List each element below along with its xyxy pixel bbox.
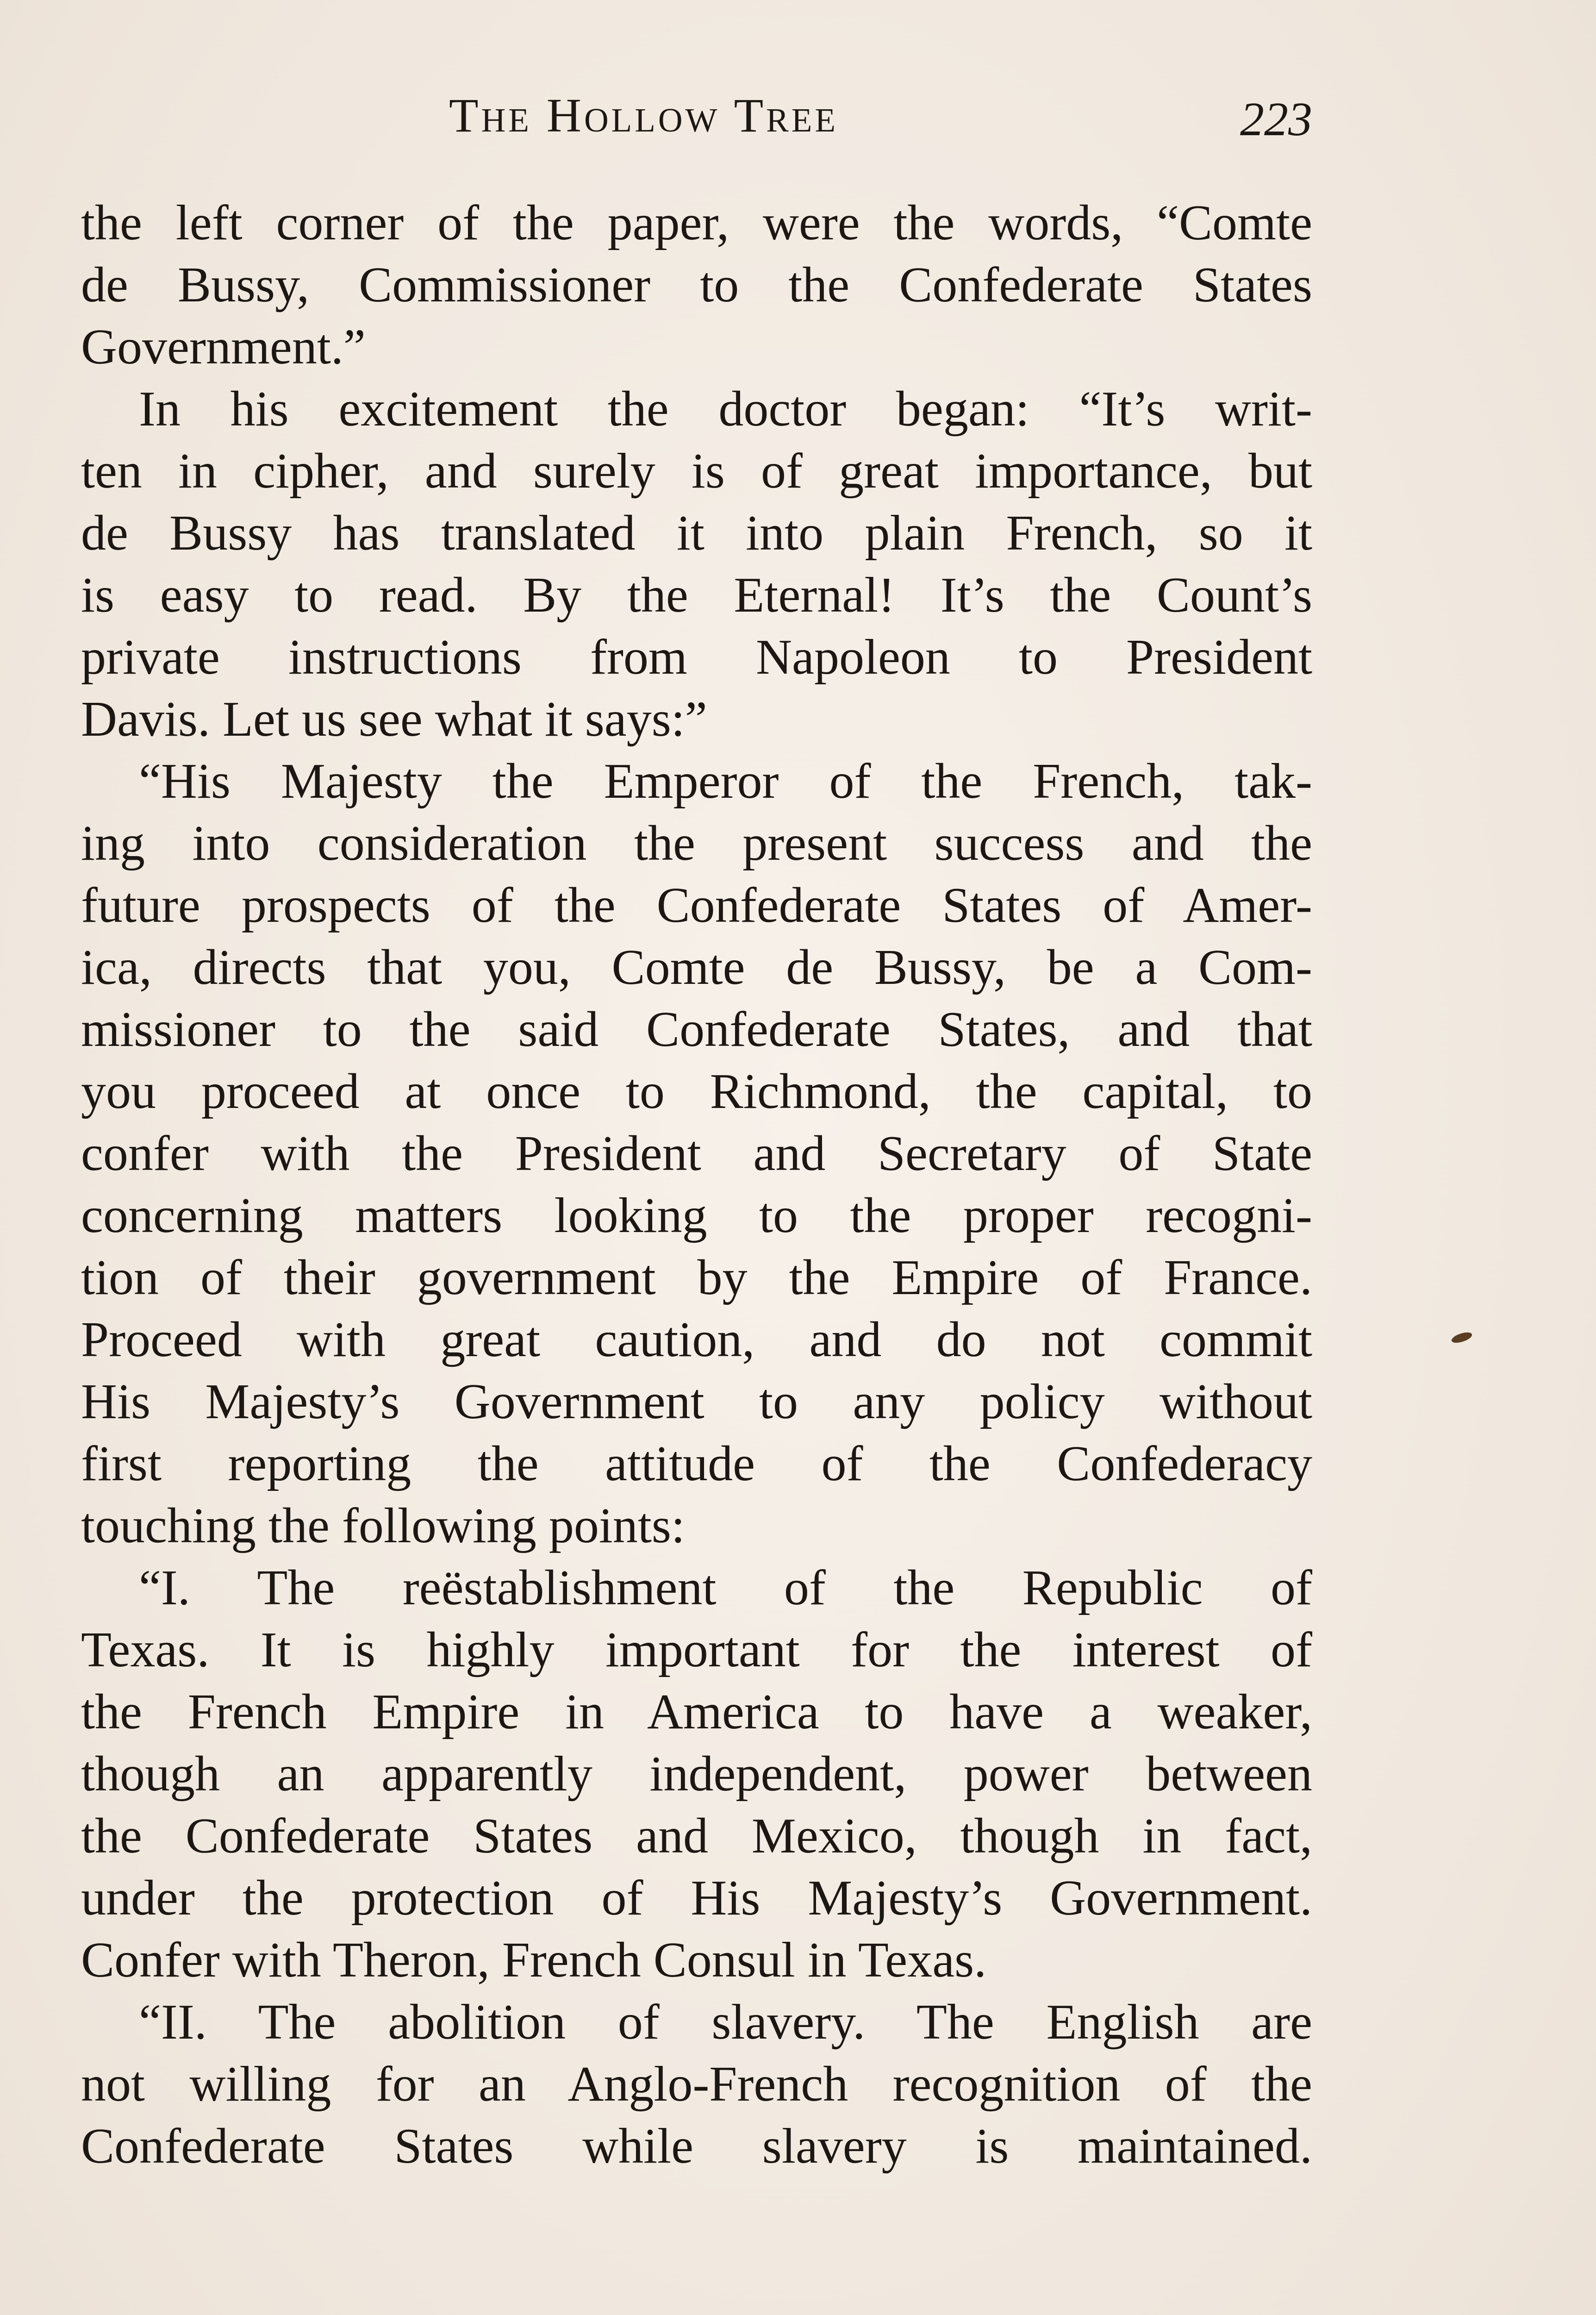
text-line: Confer with Theron, French Consul in Texas. [81,1933,987,1988]
text-line: not willing for an Anglo-French recognition of the [81,2057,1312,2112]
text-line: Confederate States while slavery is maintained. [81,2119,1312,2174]
text-line: de Bussy, Commissioner to the Confederate States [81,257,1312,313]
text-line: ica, directs that you, Comte de Bussy, be a Com- [81,940,1312,995]
text-line: the Confederate States and Mexico, though in fact, [81,1808,1312,1864]
text-line: the French Empire in America to have a weaker, [81,1684,1312,1739]
text-line: de Bussy has translated it into plain French, so it [81,506,1312,561]
text-line: though an apparently independent, power between [81,1746,1312,1802]
text-line: In his excitement the doctor began: “It’s writ- [139,382,1312,437]
text-line: you proceed at once to Richmond, the capital, to [81,1064,1312,1119]
text-line: under the protection of His Majesty’s Government. [81,1871,1312,1926]
text-line: confer with the President and Secretary of State [81,1126,1312,1181]
text-line: first reporting the attitude of the Confederacy [81,1436,1312,1491]
text-line: future prospects of the Confederate States of Amer- [81,878,1312,933]
text-line: ten in cipher, and surely is of great importance, but [81,444,1312,499]
text-line: touching the following points: [81,1498,685,1553]
body-text [81,192,1312,2177]
text-line: “I. The reëstablishment of the Republic of [139,1560,1312,1615]
text-line: the left corner of the paper, were the words, “Comte [81,195,1312,250]
text-line: tion of their government by the Empire of France. [81,1250,1312,1305]
paper-speck [1450,1330,1473,1345]
text-line: is easy to read. By the Eternal! It’s the Count’s [81,568,1312,623]
page-number: 223 [1240,93,1312,146]
text-line: His Majesty’s Government to any policy without [81,1374,1312,1429]
running-title: The Hollow Tree [449,89,838,142]
text-line: missioner to the said Confederate States, and that [81,1002,1312,1057]
text-line: private instructions from Napoleon to President [81,630,1312,685]
text-line: Proceed with great caution, and do not commit [81,1312,1312,1367]
text-line: ing into consideration the present success and the [81,816,1312,871]
text-line: “His Majesty the Emperor of the French, tak- [139,754,1312,809]
page-header [81,88,1312,157]
text-line: “II. The abolition of slavery. The English are [139,1995,1312,2050]
text-line: Texas. It is highly important for the interest of [81,1622,1312,1677]
text-line: Davis. Let us see what it says:” [81,692,707,747]
text-line: Government.” [81,319,366,375]
text-line: concerning matters looking to the proper recogni- [81,1188,1312,1243]
